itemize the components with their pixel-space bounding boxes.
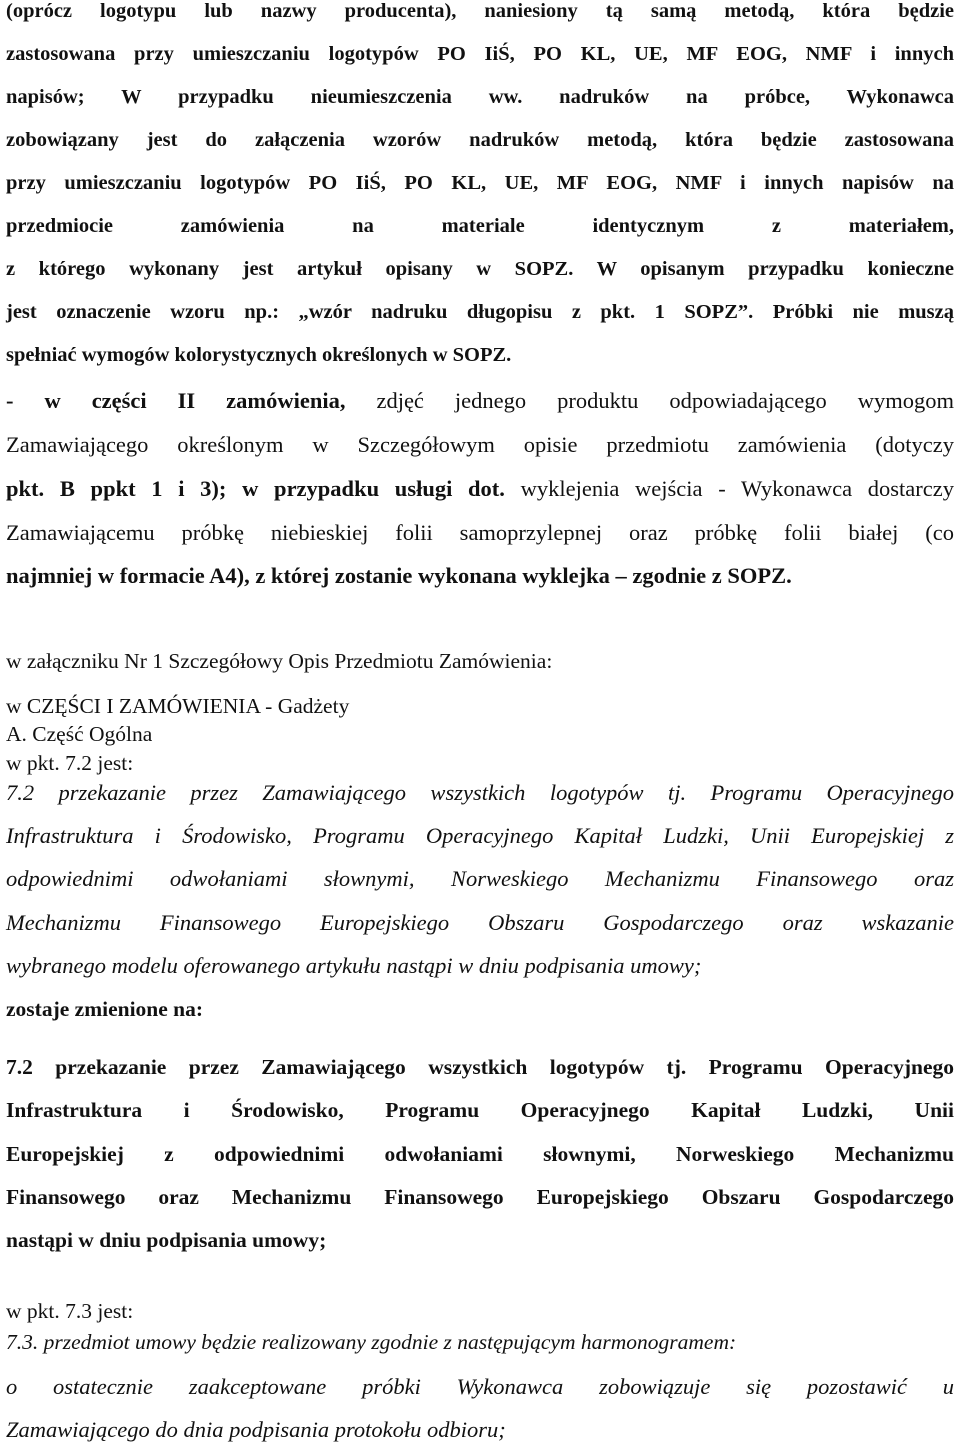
paragraph-line: z którego wykonany jest artykuł opisany w SOPZ. W opisanym przypadku konieczne bbox=[6, 258, 954, 280]
paragraph-line: nastąpi w dniu podpisania umowy; bbox=[6, 1228, 327, 1252]
paragraph-line: Europejskiej z odpowiednimi odwołaniami słownymi, Norweskiego Mechanizmu bbox=[6, 1142, 954, 1166]
paragraph-line: Zamawiającemu próbkę niebieskiej folii samoprzylepnej oraz próbkę folii białej (co bbox=[6, 520, 954, 545]
paragraph-line: (oprócz logotypu lub nazwy producenta), naniesiony tą samą metodą, która będzie bbox=[6, 0, 954, 22]
normal-fragment: zdjęć jednego produktu odpowiadającego wymogom bbox=[345, 388, 954, 413]
paragraph-line: odpowiednimi odwołaniami słownymi, Norweskiego Mechanizmu Finansowego oraz bbox=[6, 866, 954, 891]
paragraph-line: przy umieszczaniu logotypów PO IiŚ, PO KL, UE, MF EOG, NMF i innych napisów na bbox=[6, 172, 954, 194]
annex-point-label: w pkt. 7.2 jest: bbox=[6, 751, 134, 775]
paragraph-line: Infrastruktura i Środowisko, Programu Operacyjnego Kapitał Ludzki, Unii Europejskiej z bbox=[6, 823, 954, 848]
paragraph-line: Finansowego oraz Mechanizmu Finansowego Europejskiego Obszaru Gospodarczego bbox=[6, 1185, 954, 1209]
paragraph-line: 7.3. przedmiot umowy będzie realizowany zgodnie z następującym harmonogramem: bbox=[6, 1330, 737, 1354]
paragraph-line: najmniej w formacie A4), z której zostanie wykonana wyklejka – zgodnie z SOPZ. bbox=[6, 563, 792, 588]
paragraph-line: Mechanizmu Finansowego Europejskiego Obszaru Gospodarczego oraz wskazanie bbox=[6, 910, 954, 935]
amendment-heading: zostaje zmienione na: bbox=[6, 997, 204, 1021]
annex-point-label: w pkt. 7.3 jest: bbox=[6, 1299, 134, 1323]
normal-fragment: wyklejenia wejścia - Wykonawca dostarczy bbox=[504, 476, 954, 501]
bold-fragment: pkt. B ppkt 1 i 3); w przypadku usługi dot. bbox=[6, 476, 505, 501]
paragraph-line: przedmiocie zamówienia na materiale identycznym z materiałem, bbox=[6, 215, 954, 237]
annex-part: w CZĘŚCI I ZAMÓWIENIA - Gadżety bbox=[6, 694, 350, 718]
paragraph-line: spełniać wymogów kolorystycznych określonych w SOPZ. bbox=[6, 344, 512, 366]
paragraph-line bbox=[6, 476, 954, 502]
paragraph-line: Zamawiającego określonym w Szczegółowym opisie przedmiotu zamówienia (dotyczy bbox=[6, 432, 954, 457]
list-item-continuation: Zamawiającego do dnia podpisania protokołu odbioru; bbox=[6, 1417, 506, 1442]
paragraph-line bbox=[6, 388, 954, 414]
paragraph-line: zobowiązany jest do załączenia wzorów nadruków metodą, która będzie zastosowana bbox=[6, 129, 954, 151]
paragraph-line: zastosowana przy umieszczaniu logotypów PO IiŚ, PO KL, UE, MF EOG, NMF i innych bbox=[6, 43, 954, 65]
annex-section: A. Część Ogólna bbox=[6, 722, 153, 746]
list-item: o ostatecznie zaakceptowane próbki Wykonawca zobowiązuje się pozostawić u bbox=[6, 1374, 954, 1399]
bold-fragment: - w części II zamówienia, bbox=[6, 388, 346, 413]
annex-title: w załączniku Nr 1 Szczegółowy Opis Przedmiotu Zamówienia: bbox=[6, 649, 553, 673]
paragraph-line: jest oznaczenie wzoru np.: „wzór nadruku długopisu z pkt. 1 SOPZ”. Próbki nie muszą bbox=[6, 301, 954, 323]
paragraph-line: 7.2 przekazanie przez Zamawiającego wszystkich logotypów tj. Programu Operacyjnego bbox=[6, 780, 954, 805]
paragraph-line: wybranego modelu oferowanego artykułu nastąpi w dniu podpisania umowy; bbox=[6, 953, 702, 978]
paragraph-line: Infrastruktura i Środowisko, Programu Operacyjnego Kapitał Ludzki, Unii bbox=[6, 1098, 954, 1122]
paragraph-line: napisów; W przypadku nieumieszczenia ww. nadruków na próbce, Wykonawca bbox=[6, 86, 954, 108]
paragraph-line: 7.2 przekazanie przez Zamawiającego wszystkich logotypów tj. Programu Operacyjnego bbox=[6, 1055, 954, 1079]
